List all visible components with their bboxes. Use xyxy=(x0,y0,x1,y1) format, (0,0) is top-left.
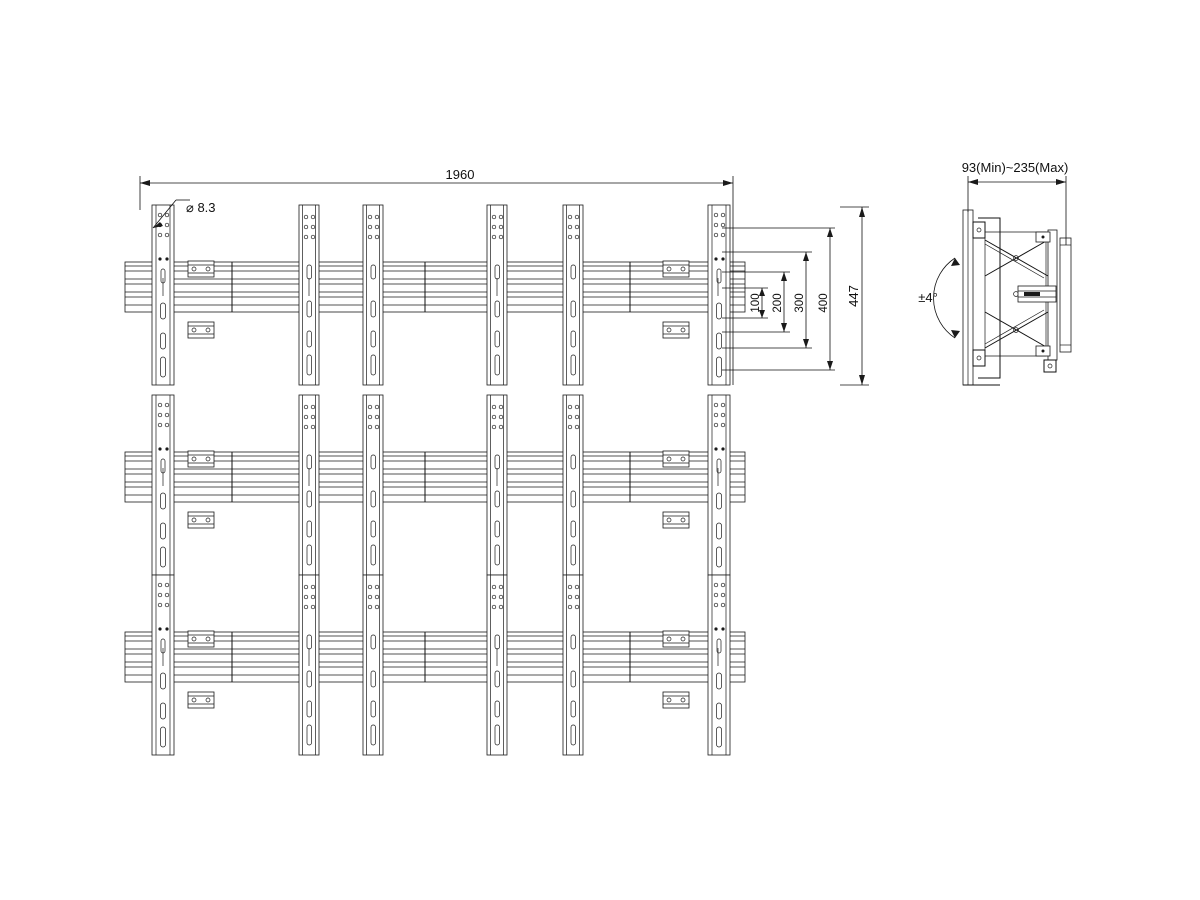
row-3-beams xyxy=(125,632,745,682)
row-1-plate-4 xyxy=(663,322,689,338)
row-3-plate-2 xyxy=(188,692,214,708)
row-2-rail-5 xyxy=(563,395,583,575)
row-1-beams xyxy=(125,262,745,312)
row-2-rail-6 xyxy=(708,395,730,575)
dimension-tilt-angle xyxy=(918,258,960,338)
row-3-plate-4 xyxy=(663,692,689,708)
dimension-tilt-angle-label: ±4° xyxy=(918,290,938,305)
dimension-vesa-300-label: 300 xyxy=(794,293,806,313)
dimension-overall-height xyxy=(840,207,869,385)
dimension-vesa-200-label: 200 xyxy=(772,293,784,313)
row-3-rail-3 xyxy=(363,575,383,755)
row-3-rail-5 xyxy=(563,575,583,755)
row-2-beams xyxy=(125,452,745,502)
row-2-plate-4 xyxy=(663,512,689,528)
row-1-rail-3 xyxy=(363,205,383,385)
mount-row-3 xyxy=(125,575,745,755)
mount-row-2 xyxy=(125,395,745,575)
row-1-plate-3 xyxy=(663,261,689,277)
row-2-plate-2 xyxy=(188,512,214,528)
row-3-rail-6 xyxy=(708,575,730,755)
row-2-plate-1 xyxy=(188,451,214,467)
dimension-hole-diameter-label: ⌀ 8.3 xyxy=(186,200,216,215)
row-1-rail-5 xyxy=(563,205,583,385)
row-2-rail-3 xyxy=(363,395,383,575)
dimension-vesa-100-label: 100 xyxy=(750,293,762,313)
row-2-plate-3 xyxy=(663,451,689,467)
dimension-vesa-400-label: 400 xyxy=(818,293,830,313)
mount-row-1 xyxy=(125,205,745,385)
dimension-overall-height-label: 447 xyxy=(846,285,861,307)
row-3-plate-1 xyxy=(188,631,214,647)
row-1-plate-2 xyxy=(188,322,214,338)
dimension-depth-range-label: 93(Min)~235(Max) xyxy=(961,160,1069,175)
row-1-plate-1 xyxy=(188,261,214,277)
dimension-overall-width-label: 1960 xyxy=(445,167,475,182)
side-view xyxy=(963,210,1071,385)
row-3-plate-3 xyxy=(663,631,689,647)
row-1-rail-6 xyxy=(708,205,730,385)
